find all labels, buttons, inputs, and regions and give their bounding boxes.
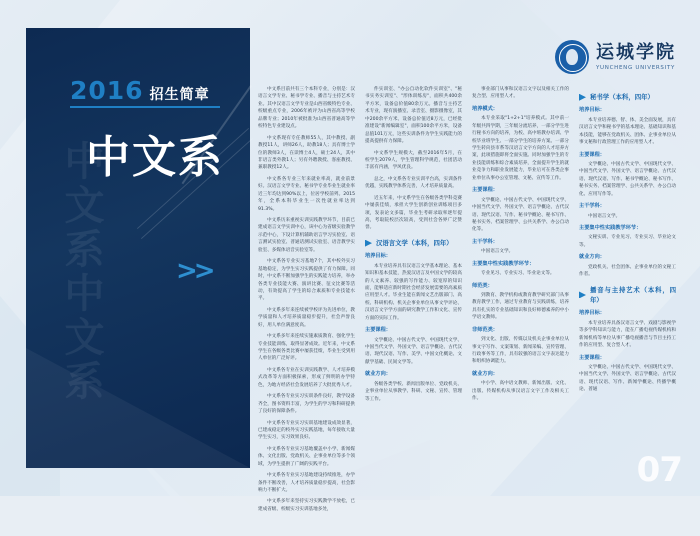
body-paragraph: 中小学、高中语文教师、新闻出版、文化、出版、传媒机构从事汉语言文字工作及相关工作。 (472, 381, 569, 402)
body-paragraph: 中国语言文学。 (588, 213, 621, 219)
left-title-panel (26, 28, 250, 468)
section-heading: 主要课程： (579, 354, 605, 361)
triangle-bullet-icon (365, 240, 372, 247)
major-heading-label: 秘书学（本科，四年） (590, 93, 654, 101)
section-heading: 培养模式： (472, 105, 498, 112)
section-heading: 就业方向： (579, 254, 605, 261)
body-paragraph: 事业部门从事和汉语言文字以及相关工作的复合型、应用型人才。 (472, 87, 569, 100)
ghost-watermark-text: 中文系中文系 (58, 140, 104, 404)
text-column-2 (365, 86, 462, 468)
section-heading: 主干学科： (579, 203, 605, 210)
body-paragraph: 中文系学生规模大，截至2016年5月，在校学生2079人，学生管理科学规范，社团活动丰富有内涵，学风优良。 (365, 150, 462, 171)
body-paragraph: 中文系目前共有三个本科专业，分别是：汉语言文学专业、秘书学专业、播音与主持艺术专业。其中汉语言文学专业是山西省级特色专业、校级重点专业，2006年被评为山西省高等学校品牌专业；2010年被批准为山西省普通高等学校特色专业建设点。 (258, 87, 355, 130)
body-paragraph: 近五年来，中文系学生在各级各类学科竞赛中屡获佳绩，承担大学生创新创业训练项目多项，发表论文多篇，毕业生考研录取率逐年提高，考取院校层次较高，受到社会各界广泛赞誉。 (365, 195, 462, 231)
body-paragraph: 中文系历来重视实训实践教学环节，目前已建成语言文学实训中心，该中心为省级实验教学示范中心，下设计算机辅助语言学习实验室、语言测试实验室、普通话测试实验室、语音教学实验室、多媒体语音实验室等。 (258, 218, 355, 253)
section-heading: 主要课程： (579, 151, 605, 158)
major-heading (579, 92, 676, 102)
body-paragraph: 到教育、教学机构或教育教学研究部门从事教育教学工作，通过专业教育与实践训练，培养具有扎实的专业基础知识和良好师德素养的中小学语文教师。 (472, 292, 569, 321)
body-paragraph: 本专业采取"1+2+1"培养模式。其中前一年级共四学期，三年级分流培养，一部分学生进行秘书方向的培养，为校、高中班教办培训、学校毕业班学生、一部分学生的培养方案。一部分学生转向县市系等汉语言文字方向的人才培养方案，此项措施即将全面实施。同时加强学生的专业技能训练和综合素质培养，全面提升学生的就业竞争力和职业发展能力，毕业后可在各类企事业单位从事办公室管理、文秘、宣传等工作。 (472, 116, 569, 181)
university-name-cn: 运城学院 (596, 41, 676, 63)
triangle-bullet-icon (579, 291, 586, 298)
section-heading: 培养目标： (579, 107, 605, 114)
body-paragraph: 文学概论、中国古代文学、中国现代文学、中国当代文学、外国文学、语言学概论、古代汉语、现代汉语、写作、秘书学概论、秘书写作、秘书实务、档案管理学、公共关系学、办公自动化、应用写作等。 (579, 161, 676, 197)
body-paragraph: 各级各类学校、新闻出版单位、党政机关、企事业单位从事教学、科研、文秘、宣传、管理等工作。 (365, 381, 462, 402)
section-heading: 主要课程： (472, 187, 498, 194)
body-paragraph: 本专业培养具备汉语言文学、戏剧与影视学等多学科知识与能力，能在广播电视传媒机构和新闻机构等单位从事广播电视播音与节目主持工作的应用型、复合型人才。 (579, 320, 676, 349)
body-paragraph: 中文系多年来连续被学校评为先进单位，教学质量和人才培养质量稳步提升，社会声誉良好，用人单位满意度高。 (258, 307, 355, 328)
body-paragraph: 件实训室、"办公自动化软件实训室"、"秘书实务实训室"、"形体训练房"，面积共400余平方米，设备总价值80余万元。播音与主持艺术专业，现有演播室、录音室、摄影摄像室，其中200余平方米、设备总价值近8万元，已经批准建设"新闻编辑室"，面积100余平方米，设备总值101万元，这些实训条件为学生实践能力的提高提供有力保障。 (365, 87, 462, 145)
section-heading: 就业方向： (365, 371, 391, 378)
body-paragraph: 到文化、出版、传媒以及机关企事业单位从事文字写作、文案策划、新闻采编、宣传管理、行政事务等工作，具有较强的语言文字表达能力和组织协调能力。 (472, 337, 569, 365)
body-paragraph: 中文系多年来坚持实习实践教学不放松，已建成省级、校级实习实训基地多处， (258, 499, 355, 512)
header-underline (70, 106, 220, 108)
section-heading: 主干学科： (472, 238, 498, 245)
section-heading: 主要课程： (365, 327, 391, 334)
section-heading: 培养目标： (579, 310, 605, 317)
department-title: 中文系 (86, 132, 224, 183)
body-paragraph: 本专业培养德、智、体、美全面发展，具有汉语言文学和秘书学的基本理论、基础知识和基本技能，能够在党政机关、团体、企事业单位从事文秘和行政管理工作的应用型人才。 (579, 117, 676, 146)
page-number: 07 (636, 450, 682, 490)
university-logo (555, 40, 676, 74)
body-paragraph: 中文系各专业三年来就业率高，就业前景好。汉语言文学专业、秘书学专业毕业生就业率近三年均达到90%以上，位居学校前列。2015年，全系本科毕业生一次性就业率达到91.3%。 (258, 176, 355, 212)
university-name-en: YUNCHENG UNIVERSITY (596, 64, 676, 71)
body-paragraph: 中文系各专业实习实训基地建设成效显著，已建成稳定的校外实习实践基地，每年接收大量学生实习，实习效果良好。 (258, 420, 355, 441)
body-paragraph: 本专业培养具有汉语言文学基本理论、基本知识和基本技能，热爱汉语言及中国文学的较高的人文素养、较强的写作能力、较宽厚的知识面，能够适应新时期社会经济发展需要的高素质应用型人才。毕业生能在新闻文艺出版部门、高校、科研机构、机关企事业单位从事文学评论、汉语言文字学方面的研究教学工作和文化、宣传方面的实际工作。 (365, 263, 462, 321)
brochure-header (70, 76, 210, 105)
text-column-1 (258, 86, 355, 512)
body-paragraph: 中文系各专业实习基地覆盖中小学、新闻媒体、文化出版、党政机关、企事业单位等多个领域，为学生提供了广阔的实践平台。 (258, 446, 355, 467)
section-heading: 主要集中性实践教学环节： (472, 260, 535, 267)
body-paragraph: 中文系现有专任教师55人，其中教授、副教授11人，讲师26人，助教18人；具有博士学位的教师3人，在读博士4人，硕士24人，其中非语言类外教1人；另有外聘教授、客座教授、兼职教授12人。 (258, 135, 355, 171)
brochure-year: 2016 (70, 76, 144, 105)
section-heading: 主要集中性实践教学环节： (579, 225, 642, 232)
body-paragraph: 专业见习、专业实习、毕业论文等。 (481, 271, 555, 277)
major-heading-label: 播音与主持艺术（本科，四年） (590, 285, 676, 304)
body-paragraph: 文学概论、中国古代文学、中国现代文学、中国当代文学、外国文学、语言学概论、古代汉语、现代汉语、写作、新闻学概论、传播学概论、普通 (579, 364, 676, 393)
body-paragraph: 文学概论、中国古代文学、中国现代文学、中国当代文学、外国文学、语言学概论、古代汉语、现代汉语、写作、美学、中国文化概论、文献学基础、民间文学等。 (365, 337, 462, 365)
text-column-4 (579, 86, 676, 468)
major-heading (579, 285, 676, 306)
brochure-columns (258, 86, 676, 512)
major-heading (365, 238, 462, 248)
section-heading: 培养目标： (365, 253, 391, 260)
university-seal-icon (555, 40, 589, 74)
body-paragraph: 中文系各专业实习基地建设持续推进，办学条件不断改善，人才培养质量稳步提高，社会影响力不断扩大。 (258, 473, 355, 493)
body-paragraph: 总之，中文系各专业实训平台高，实训条件优越，实践教学体系完善，人才培养质量高。 (365, 176, 462, 190)
body-paragraph: 文秘实训、专业见习、专业实习、毕业论文等。 (579, 235, 676, 248)
body-paragraph: 党政机关、社会团体、企事业单位的文秘工作者。 (579, 264, 676, 278)
section-heading: 就业方向： (472, 370, 498, 377)
body-paragraph: 中文系各专业实习基地7个，其中校外实习基地稳定，为学生实习实践提供了有力保障。同时，中文系不断加强学生的实践能力培养，举办各类专业技能大赛、演讲比赛、征文比赛等活动，有效提高了学生的综合素质和专业技能水平。 (258, 259, 355, 302)
body-paragraph: 中文系各专业实习实训条件良好，教学设备齐全，图书资料丰富，为学生的学习和科研提供了良好的保障条件。 (258, 394, 355, 415)
text-column-3 (472, 86, 569, 468)
chevron-right-icon: >> (176, 256, 212, 286)
triangle-bullet-icon (579, 94, 586, 101)
major-heading-label: 汉语言文学（本科，四年） (376, 238, 453, 247)
body-paragraph: 中国语言文学。 (481, 249, 514, 255)
body-paragraph: 中文系各专业在实训实践教学、人才培养模式改革等方面积极探索，形成了鲜明的办学特色，为地方经济社会发展培养了大批优秀人才。 (258, 367, 355, 388)
body-paragraph: 中文系多年来连续实施素质教育、强化学生专业技能训练，取得显著成效。近年来，中文系学生在各级各类比赛中屡获佳绩，毕业生受到用人单位的广泛好评。 (258, 334, 355, 362)
body-paragraph: 文学概论、中国古代文学、中国现代文学、中国当代文学、外国文学、语言学概论、古代汉语、现代汉语、写作、秘书学概论、秘书写作、秘书实务、档案管理学、公共关系学、办公自动化等。 (472, 197, 569, 233)
brochure-header-label: 招生简章 (149, 87, 210, 103)
section-heading: 师范类： (472, 282, 493, 289)
section-heading: 非师范类： (472, 326, 498, 333)
